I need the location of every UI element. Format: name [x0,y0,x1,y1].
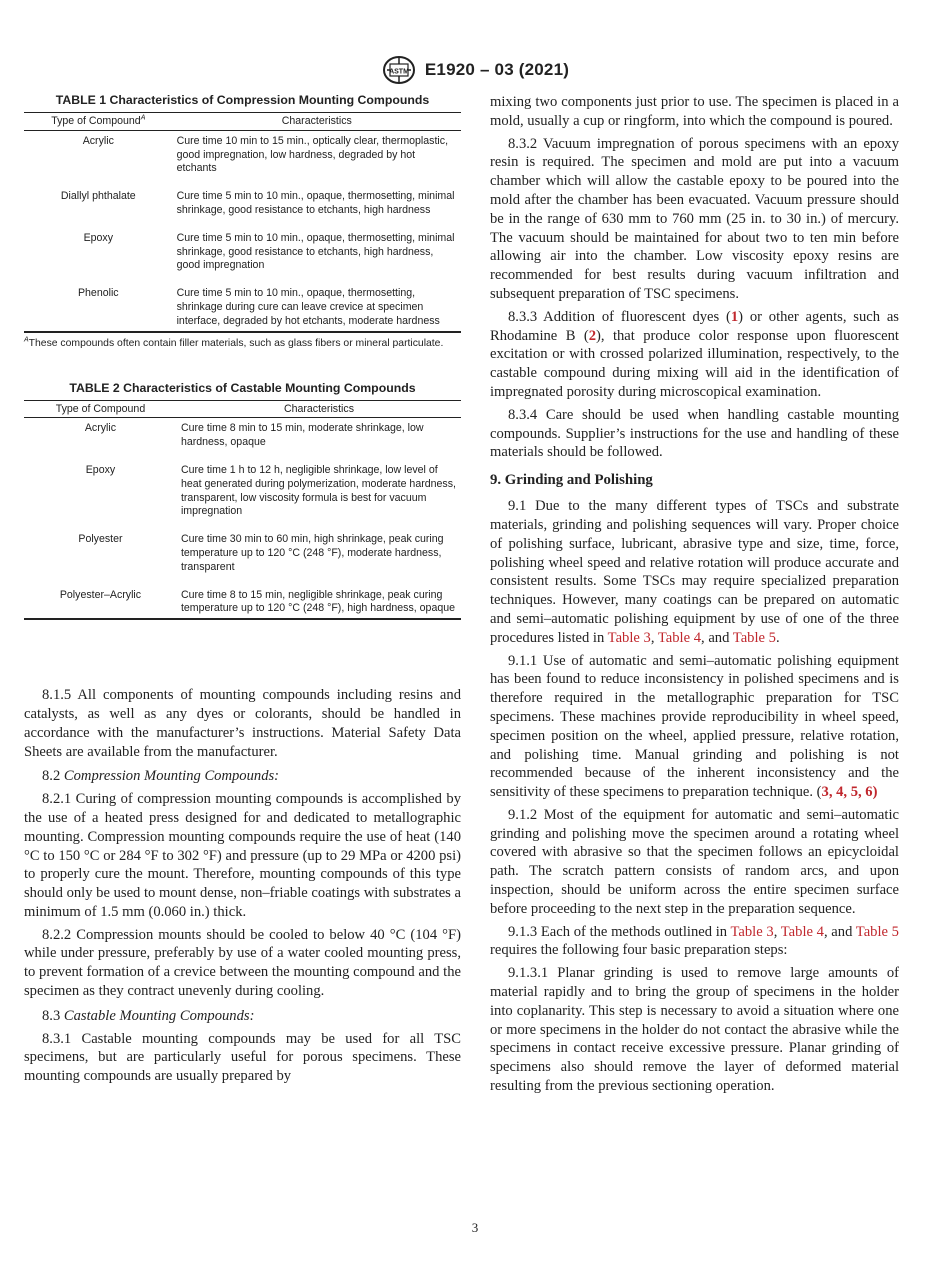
para-9-1-3: 9.1.3 Each of the methods outlined in Table 3, Table 4, and Table 5 requires the following four basic preparation steps: [490,923,899,959]
right-column [490,93,899,1100]
document-id: E1920 – 03 (2021) [424,60,570,79]
astm-logo-icon [381,54,417,86]
table2 [24,400,461,621]
para-9-1-3-1: 9.1.3.1 Planar grinding is used to remove large amounts of material rapidly and to bring the group of specimens in the holder into coplanarity. This step is necessary to avoid a situation where one or more specimens in the holder do not contact the abrasive while the specimens in contact receive excessive pressure. Planar grinding of specimens also should remove the layer of deformed material resulting from the previous sectioning operation. [490,965,899,1095]
table2-col-characteristics: Characteristics [177,400,461,418]
page-header [0,54,950,91]
table4-link[interactable]: Table 4 [780,923,824,940]
table5-link[interactable]: Table 5 [732,629,776,646]
reference-link[interactable]: 4 [836,784,844,801]
table2-col-type: Type of Compound [24,400,177,418]
para-8-3-1: 8.3.1 Castable mounting compounds may be used for all TSC specimens, but are particularly useful for porous specimens. These mounting compounds are usually prepared by [24,1030,461,1085]
table-row: Polyester Cure time 30 min to 60 min, high shrinkage, peak curing temperature up to 120 °C (248 °F), moderate hardness, transparent [78,533,444,573]
table1 [24,112,461,333]
table-row: Acrylic Cure time 10 min to 15 min., optically clear, thermoplastic, good impregnation, low hardness, degraded by hot etchants [82,134,449,175]
table-row: Phenolic Cure time 5 min to 10 min., opaque, thermosetting, shrinkage during cure can leave crevice at specimen interface, degraded by hot etchants, moderate hardness [24,283,461,331]
reference-link[interactable]: 3 [821,784,829,801]
reference-link[interactable]: 5 [850,784,858,801]
para-8-3-1-continued: mixing two components just prior to use. The specimen is placed in a mold, usually a cup or ringform, into which the compound is poured. [490,94,899,129]
heading-8-3: 8.3 Castable Mounting Compounds: [42,1007,255,1024]
reference-link[interactable]: 6 [865,784,873,801]
table-row: Epoxy Cure time 1 h to 12 h, negligible shrinkage, low level of heat generated during polymerization, moderate hardness, transparent, low viscosity formula is best for vacuum impregnation [85,463,456,518]
svg-text:ASTM: ASTM [388,68,409,76]
table-row: Epoxy Cure time 5 min to 10 min., opaque, thermosetting, minimal shrinkage, good resistance to etchants, high hardness, good impregnation [83,231,455,272]
heading-8-2: 8.2 Compression Mounting Compounds: [42,768,280,785]
reference-link[interactable]: 2 [588,327,597,344]
table3-link[interactable]: Table 3 [607,629,651,646]
reference-link[interactable]: 1 [730,308,739,325]
table-row: Polyester–Acrylic Cure time 8 to 15 min, negligible shrinkage, peak curing temperature up to 120 °C (248 °F), high hardness, opaque [24,585,461,620]
table4-link[interactable]: Table 4 [657,629,702,646]
table1-title: TABLE 1 Characteristics of Compression Mounting Compounds [55,93,430,107]
table1-col-type: Type of Compound$^A$ [24,113,173,131]
table3-link[interactable]: Table 3 [730,923,774,940]
para-8-3-3: 8.3.3 Addition of fluorescent dyes (1) or other agents, such as Rhodamine B (2), that produce color response upon fluorescent excitation or with crossed polarized illumination, respectively, to the castable compound during mixing will aid in the identification of impregnated porosity during microscopical examination. [490,308,899,400]
left-column [24,93,461,1090]
section-9-heading: 9. Grinding and Polishing [490,472,653,489]
para-8-3-4: 8.3.4 Care should be used when handling castable mounting compounds. Supplier’s instructions for the use and handling of these materials should be followed. [490,406,899,461]
para-9-1: 9.1 Due to the many different types of TSCs and substrate materials, grinding and polishing sequences will vary. Proper choice of polishing surface, lubricant, abrasive type and size, time, force, polishing wheel speed and relative rotation will produce accurate and consistent results. Some TSCs may require specialized preparation techniques. However, many coatings can be prepared on automatic and semi–automatic polishing equipment by use of one of the three procedures listed in Table 3, Table 4, and Table 5. [490,498,899,646]
para-9-1-1: 9.1.1 Use of automatic and semi–automatic polishing equipment has been found to reduce inconsistency in polished specimens and is therefore required in the metallographic preparation for TSC specimens. These machines provide reproducibility in wheel speed, specimen position on the wheel, applied pressure, relative rotation, and polishing time. Manual grinding and polishing is not recommended because of the inherent inconsistency and the sensitivity of these specimens to preparation technique. (3, 4, 5, 6) [490,652,899,801]
para-9-1-2: 9.1.2 Most of the equipment for automatic and semi–automatic grinding and polishing move the specimen around a rotating wheel covered with abrasive so that the specimen follows an epicycloidal path. The scratch pattern consists of random arcs, and upon inspection, should be uniform across the entire specimen surface before proceeding to the next step in the preparation sequence. [490,806,899,917]
table-row: Diallyl phthalate Cure time 5 min to 10 min., opaque, thermosetting, minimal shrinkage, good resistance to etchants, high hardness [60,190,455,216]
table-row: Acrylic Cure time 8 min to 15 min, moderate shrinkage, low hardness, opaque [84,422,424,449]
table1-footnote: $^A$These compounds often contain filler materials, such as glass fibers or mineral particulate. [24,336,444,349]
page-number: 3 [471,1220,479,1235]
table1-col-characteristics: Characteristics [173,113,461,131]
table5-link[interactable]: Table 5 [855,923,899,940]
para-8-1-5: 8.1.5 All components of mounting compounds including resins and catalysts, as well as any dyes or colorants, should be handled in accordance with the manufacturer’s instructions. Material Safety Data Sheets are available from the manufacturer. [24,687,461,760]
para-8-2-1: 8.2.1 Curing of compression mounting compounds is accomplished by the use of a heated press designed for and dedicated to metallographic mounting. Compression mounting compounds require the use of heat (140 °C to 150 °C or 284 °F to 302 °F) and pressure (up to 29 MPa or 4200 psi) to properly cure the mount. Therefore, mounting compounds of this type should only be used to mount dense, non–friable coatings with substrates a minimum of 1.5 mm (0.060 in.) thick. [24,791,461,920]
para-8-3-2: 8.3.2 Vacuum impregnation of porous specimens with an epoxy resin is required. The specimen and mold are put into a vacuum chamber which will allow the castable epoxy to be poured into the mold after the chamber has been evacuated. Vacuum pressure should be in the range of 630 mm to 760 mm (25 in. to 30 in.) of mercury. The vacuum should be maintained for about two to ten min before allowing air into the chamber. Low viscosity epoxy resins are recommended for best results during vacuum infiltration and subsequent preparation of TSC specimens. [490,135,899,302]
para-8-2-2: 8.2.2 Compression mounts should be cooled to below 40 °C (104 °F) while under pressure, preferably by use of a water cooled mounting press, to prevent formation of a crevice between the mounting compound and the specimen as they contract unevenly during cooling. [24,926,461,1000]
table2-title: TABLE 2 Characteristics of Castable Mounting Compounds [69,380,416,395]
